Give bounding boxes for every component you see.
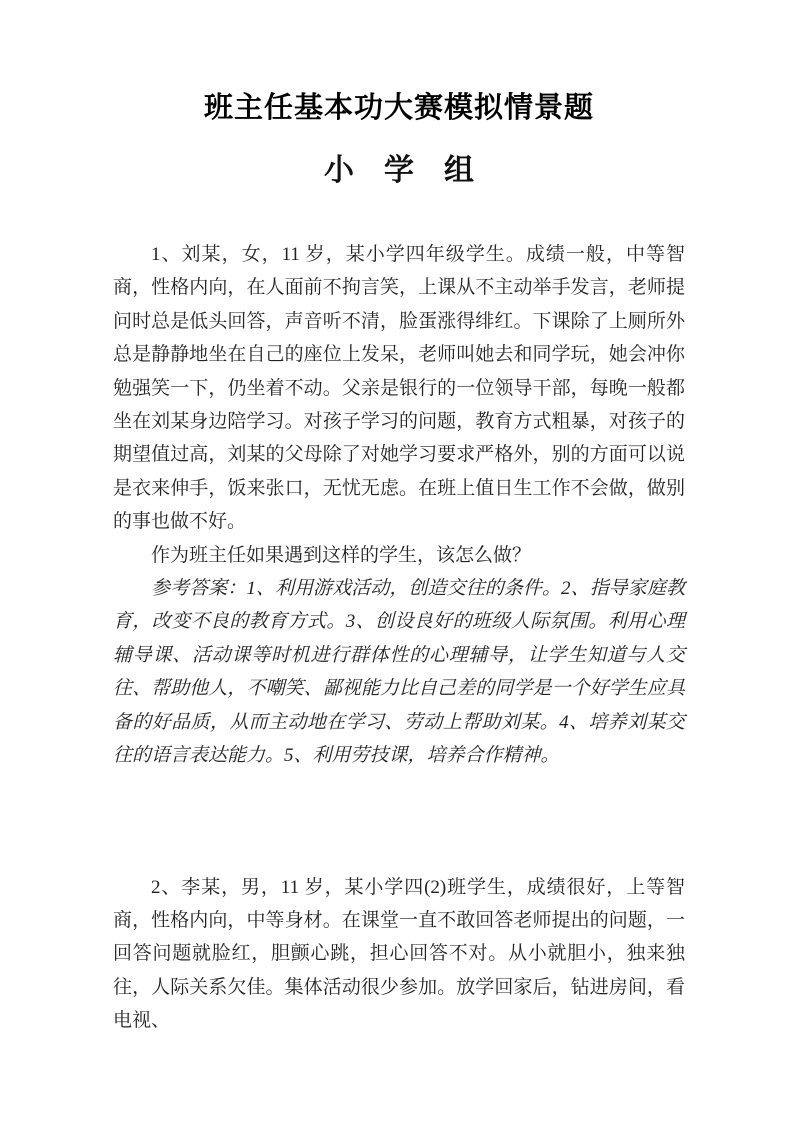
document-body [113,238,685,1038]
question-1-paragraph: 1、刘某，女，11 岁，某小学四年级学生。成绩一般，中等智商，性格内向，在人面前不拘言笑，上课从不主动举手发言，老师提问时总是低头回答，声音听不清，脸蛋涨得绯红。下课除了上厕所外总是静静地坐在自己的座位上发呆，老师叫她去和同学玩，她会冲你勉强笑一下，仍坐着不动。父亲是银行的一位领导干部，每晚一般都坐在刘某身边陪学习。对孩子学习的问题，教育方式粗暴，对孩子的期望值过高，刘某的父母除了对她学习要求严格外，别的方面可以说是衣来伸手，饭来张口，无忧无虑。在班上值日生工作不会做，做别的事也做不好。 [113,244,685,533]
question-2-paragraph: 2、李某，男，11 岁，某小学四(2)班学生，成绩很好，上等智商，性格内向，中等身材。在课堂一直不敢回答老师提出的问题，一回答问题就脸红，胆颤心跳，担心回答不对。从小就胆小，独来独往，人际关系欠佳。集体活动很少参加。放学回家后，钻进房间，看电视、 [113,876,685,1032]
document-subtitle: 小 学 组 [324,154,474,187]
question-1-answer: 参考答案：1、利用游戏活动，创造交往的条件。2、指导家庭教育，改变不良的教育方式。3、创设良好的班级人际氛围。利用心理辅导课、活动课等时机进行群体性的心理辅导，让学生知道与人交往、帮助他人，不嘲笑、鄙视能力比自己差的同学是一个好学生应具备的好品质，从而主动地在学习、劳动上帮助刘某。4、培养刘某交往的语言表达能力。5、利用劳技课，培养合作精神。 [113,578,685,767]
document-title: 班主任基本功大赛模拟情景题 [203,92,594,124]
question-1-prompt: 作为班主任如果遇到这样的学生，该怎么做？ [151,544,532,566]
